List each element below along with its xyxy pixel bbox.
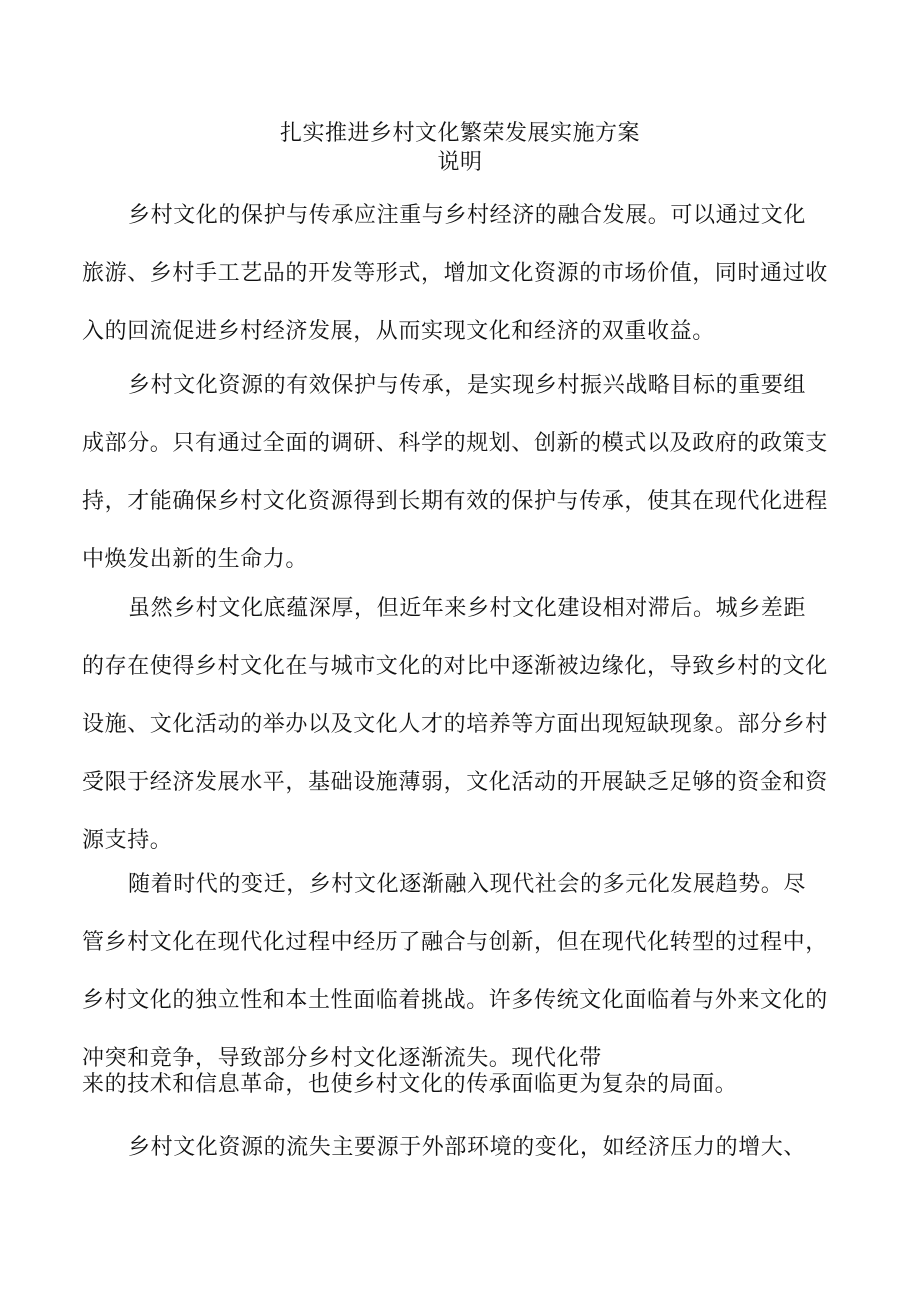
paragraph-line: 成部分。只有通过全面的调研、科学的规划、创新的模式以及政府的政策支 bbox=[82, 431, 828, 456]
paragraph-line: 旅游、乡村手工艺品的开发等形式，增加文化资源的市场价值，同时通过收 bbox=[82, 261, 828, 286]
paragraph-line: 设施、文化活动的举办以及文化人才的培养等方面出现短缺现象。部分乡村 bbox=[82, 712, 828, 737]
paragraph-line: 中焕发出新的生命力。 bbox=[82, 547, 309, 572]
paragraph-tail-line: 来的技术和信息革命，也使乡村文化的传承面临更为复杂的局面。 bbox=[82, 1072, 738, 1097]
paragraph-line: 乡村文化的独立性和本土性面临着挑战。许多传统文化面临着与外来文化的 bbox=[82, 988, 828, 1013]
paragraph-5 bbox=[82, 1119, 836, 1177]
paragraph-line: 源支持。 bbox=[82, 828, 173, 853]
paragraph-line: 随着时代的变迁，乡村文化逐渐融入现代社会的多元化发展趋势。尽 bbox=[128, 872, 807, 897]
paragraph-line: 受限于经济发展水平，基础设施薄弱，文化活动的开展缺乏足够的资金和资 bbox=[82, 770, 828, 795]
paragraph-3 bbox=[82, 580, 836, 870]
document-subtitle: 说明 bbox=[437, 150, 483, 175]
paragraph-line: 乡村文化资源的流失主要源于外部环境的变化，如经济压力的增大、 bbox=[128, 1135, 807, 1160]
document-title: 扎实推进乡村文化繁荣发展实施方案 bbox=[279, 121, 640, 146]
paragraph-line: 乡村文化资源的有效保护与传承，是实现乡村振兴战略目标的重要组 bbox=[128, 373, 807, 398]
paragraph-line: 的存在使得乡村文化在与城市文化的对比中逐渐被边缘化，导致乡村的文化 bbox=[82, 654, 828, 679]
paragraph-1 bbox=[82, 187, 836, 361]
paragraph-line: 持，才能确保乡村文化资源得到长期有效的保护与传承，使其在现代化进程 bbox=[82, 489, 828, 514]
paragraph-4 bbox=[82, 856, 836, 1097]
paragraph-line: 虽然乡村文化底蕴深厚，但近年来乡村文化建设相对滞后。城乡差距 bbox=[128, 596, 807, 621]
paragraph-line: 管乡村文化在现代化过程中经历了融合与创新，但在现代化转型的过程中， bbox=[82, 930, 828, 955]
paragraph-line: 冲突和竞争，导致部分乡村文化逐渐流失。现代化带 bbox=[82, 1046, 602, 1071]
paragraph-line: 入的回流促进乡村经济发展，从而实现文化和经济的双重收益。 bbox=[82, 319, 715, 344]
paragraph-line: 乡村文化的保护与传承应注重与乡村经济的融合发展。可以通过文化 bbox=[128, 203, 807, 228]
paragraph-2 bbox=[82, 357, 836, 589]
